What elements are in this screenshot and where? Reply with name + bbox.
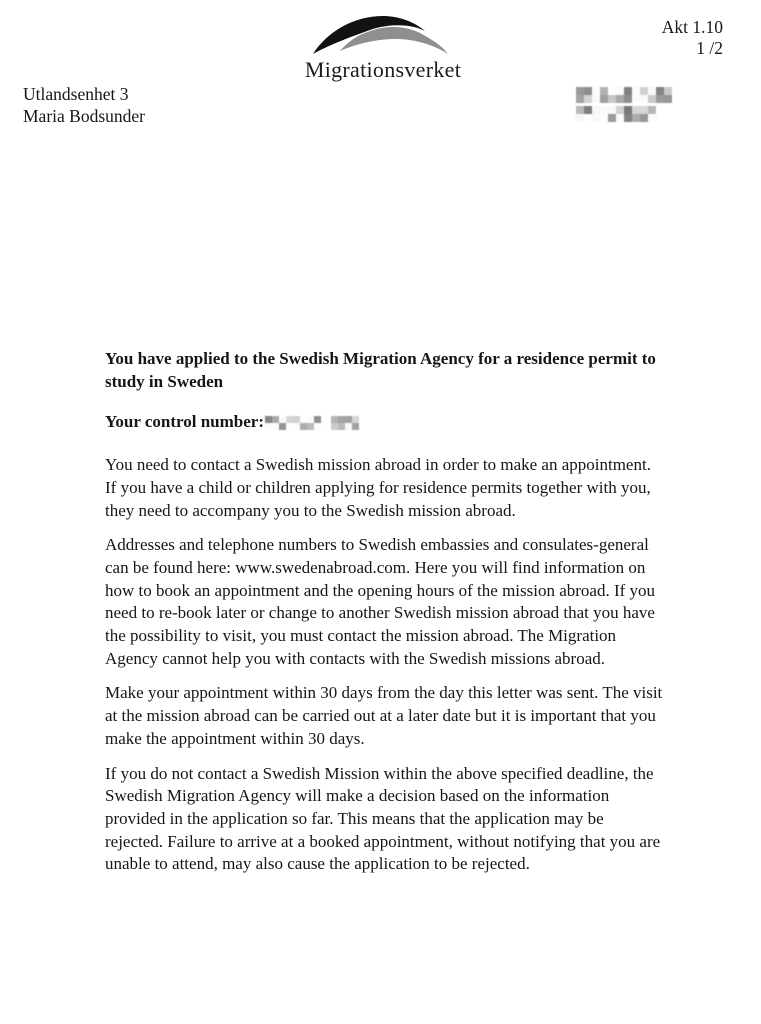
control-number-label: Your control number: [105, 412, 264, 432]
sender-unit: Utlandsenhet 3 [23, 84, 129, 104]
control-number-line [105, 411, 663, 434]
paragraph-addresses: Addresses and telephone numbers to Swedish embassies and consulates-general can be found here: www.swedenabroad.com. Here you will find information on how to book an appointment and the opening hours of the mission abroad. If you need to re-book later or change to another Swedish mission abroad that you have the possibility to visit, you must contact the mission abroad. The Migration Agency cannot help you with contacts with the Swedish missions abroad. [105, 535, 656, 668]
page-number: 1 /2 [696, 38, 723, 58]
paragraph-contact-mission: You need to contact a Swedish mission abroad in order to make an appointment. If you have a child or children applying for residence permits together with you, they need to accompany you to the Swedish mission abroad. [105, 455, 651, 520]
logo-bridge-arc-icon [312, 14, 454, 56]
redacted-recipient-block [576, 87, 672, 125]
paragraph-deadline-consequences: If you do not contact a Swedish Mission within the above specified deadline, the Swedish Migration Agency will make a decision based on the information provided in the application so far. This means that the application may be rejected. Failure to arrive at a booked appointment, without notifying that you are unable to attend, may also cause the application to be rejected. [105, 763, 661, 874]
redacted-recipient-line-2 [576, 106, 656, 122]
paragraph-30-days: Make your appointment within 30 days from the day this letter was sent. The visit at the mission abroad can be carried out at a later date but it is important that you make the appointment within 30 days. [105, 683, 663, 748]
document-reference [662, 17, 723, 59]
logo-wordmark: Migrationsverket [304, 57, 462, 82]
sender-block [23, 84, 145, 127]
redacted-control-number-part-1 [265, 416, 321, 430]
redacted-recipient-line-1 [576, 87, 672, 103]
sender-name: Maria Bodsunder [23, 105, 145, 126]
letter-heading: You have applied to the Swedish Migration Agency for a residence permit to study in Sweden [105, 349, 656, 391]
migrationsverket-logo [285, 14, 481, 83]
redacted-control-number-part-2 [331, 416, 359, 430]
akt-number: Akt 1.10 [661, 17, 723, 37]
letter-body [105, 348, 663, 888]
